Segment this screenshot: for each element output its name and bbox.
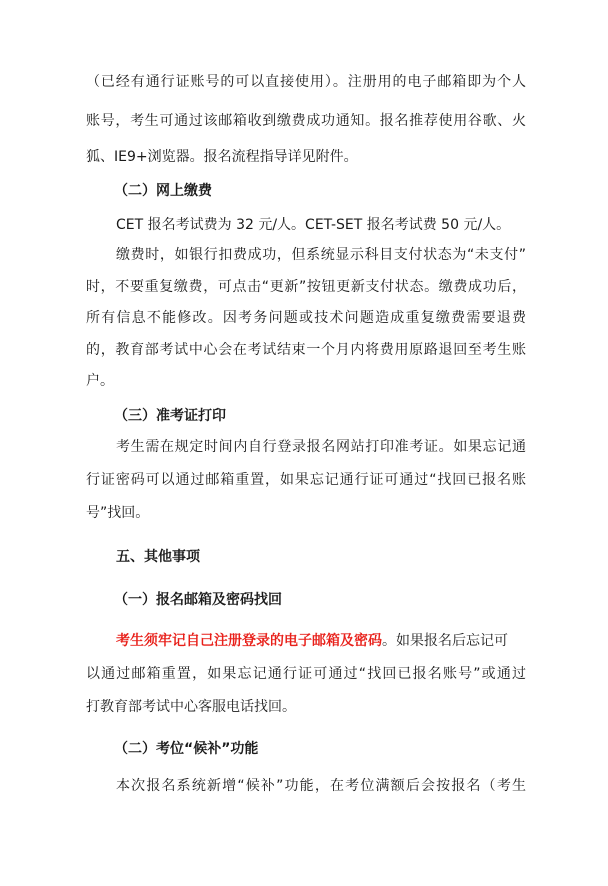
paragraph-line: 考生需在规定时间内自行登录报名网站打印准考证。如果忘记通 [116,439,526,455]
section-heading-ticket: （三）准考证打印 [114,408,226,424]
paragraph-line: 狐、IE9+浏览器。报名流程指导详见附件。 [86,149,358,165]
paragraph-line: 号”找回。 [86,505,150,521]
paragraph-line: （已经有通行证账号的可以直接使用）。注册用的电子邮箱即为个人 [86,74,526,90]
section-heading-other: 五、其他事项 [116,549,200,565]
highlight-text: 考生须牢记自己注册登录的电子邮箱及密码 [116,633,382,649]
fee-line: CET 报名考试费为 32 元/人。CET-SET 报名考试费 50 元/人。 [116,217,511,233]
paragraph-line: 行证密码可以通过邮箱重置，如果忘记通行证可通过“找回已报名账 [86,472,526,488]
paragraph-line: 时，不要重复缴费，可点击“更新”按钮更新支付状态。缴费成功后， [86,279,526,295]
paragraph-line: 打教育部考试中心客服电话找回。 [86,699,296,715]
section-heading-payment: （二）网上缴费 [114,183,212,199]
paragraph-line: 的，教育部考试中心会在考试结束一个月内将费用原路退回至考生账 [86,342,526,358]
paragraph-line: 以通过邮箱重置，如果忘记通行证可通过“找回已报名账号”或通过 [86,666,526,682]
paragraph-line: 账号，考生可通过该邮箱收到缴费成功通知。报名推荐使用谷歌、火 [86,113,526,129]
paragraph-line: 所有信息不能修改。因考务问题或技术问题造成重复缴费需要退费 [86,310,526,326]
paragraph-line: 户。 [86,373,114,389]
section-heading-email: （一）报名邮箱及密码找回 [114,592,282,608]
paragraph-line-email [116,632,526,650]
paragraph-line: 本次报名系统新增“候补”功能，在考位满额后会按报名（考生 [116,778,526,794]
section-heading-waitlist: （二）考位“候补”功能 [114,741,259,757]
paragraph-text: 。如果报名后忘记可 [382,633,508,649]
paragraph-line: 缴费时，如银行扣费成功，但系统显示科目支付状态为“未支付” [116,247,526,263]
